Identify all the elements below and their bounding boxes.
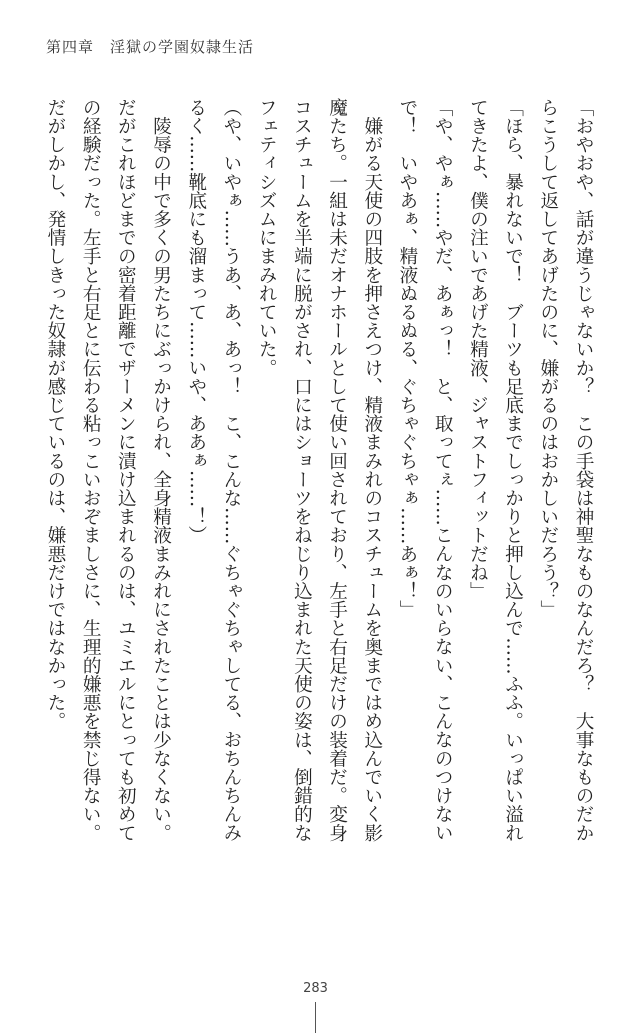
vertical-body-text [38,98,601,958]
text-column: 嫌がる天使の四肢を押さえつけ、精液まみれのコスチュームを奥まではめ込んでいく影 [361,98,383,842]
text-column: 「や、やぁ……やだ、あぁっ！ と、取ってぇ……こんなのいらない、こんなのつけない [432,98,454,842]
text-column: （や、いやぁ……うあ、あ、あっ！ こ、こんな……ぐちゃぐちゃしてる、おちんちんみ [220,98,242,842]
chapter-title: 第四章 淫獄の学園奴隷生活 [46,38,255,56]
text-column: で！ いやあぁ、精液ぬるぬる、ぐちゃぐちゃぁ……あぁ！」 [396,98,418,619]
text-column: だがこれほどまでの密着距離でザーメンに漬け込まれるのは、ユミエルにとっても初めて [115,98,137,842]
text-column: てきたよ、僕の注いであげた精液、ジャストフィットだね」 [467,98,489,601]
text-column: フェティシズムにまみれていた。 [256,98,278,377]
text-column: だがしかし、発情しきった奴隷が感じているのは、嫌悪だけではなかった。 [44,98,66,731]
text-column: コスチュームを半端に脱がされ、口にはショーツをねじり込まれた天使の姿は、倒錯的な [291,98,313,842]
text-column: 「ほら、暴れないで！ ブーツも足底までしっかりと押し込んで……ふふ。いっぱい溢れ [502,98,524,842]
text-column: 「おやおや、話が違うじゃないか？ この手袋は神聖なものなんだろ？ 大事なものだか [573,98,594,842]
text-column: 陵辱の中で多くの男たちにぶっかけられ、全身精液まみれにされたことは少なくない。 [150,98,172,842]
text-column: の経験だった。左手と右足とに伝わる粘っこいおぞましさに、生理的嫌悪を禁じ得ない。 [80,98,102,842]
text-column: 魔たち。一組は未だオナホールとして使い回されており、左手と右足だけの装着だ。変身 [326,98,348,842]
page-number-rule [315,1002,316,1033]
text-column: るく……靴底にも溜まって……いや、ああぁ……！） [185,98,207,545]
page-number: 283 [303,981,328,996]
text-column: らこうして返してあげたのに、嫌がるのはおかしいだろう？」 [537,98,559,619]
